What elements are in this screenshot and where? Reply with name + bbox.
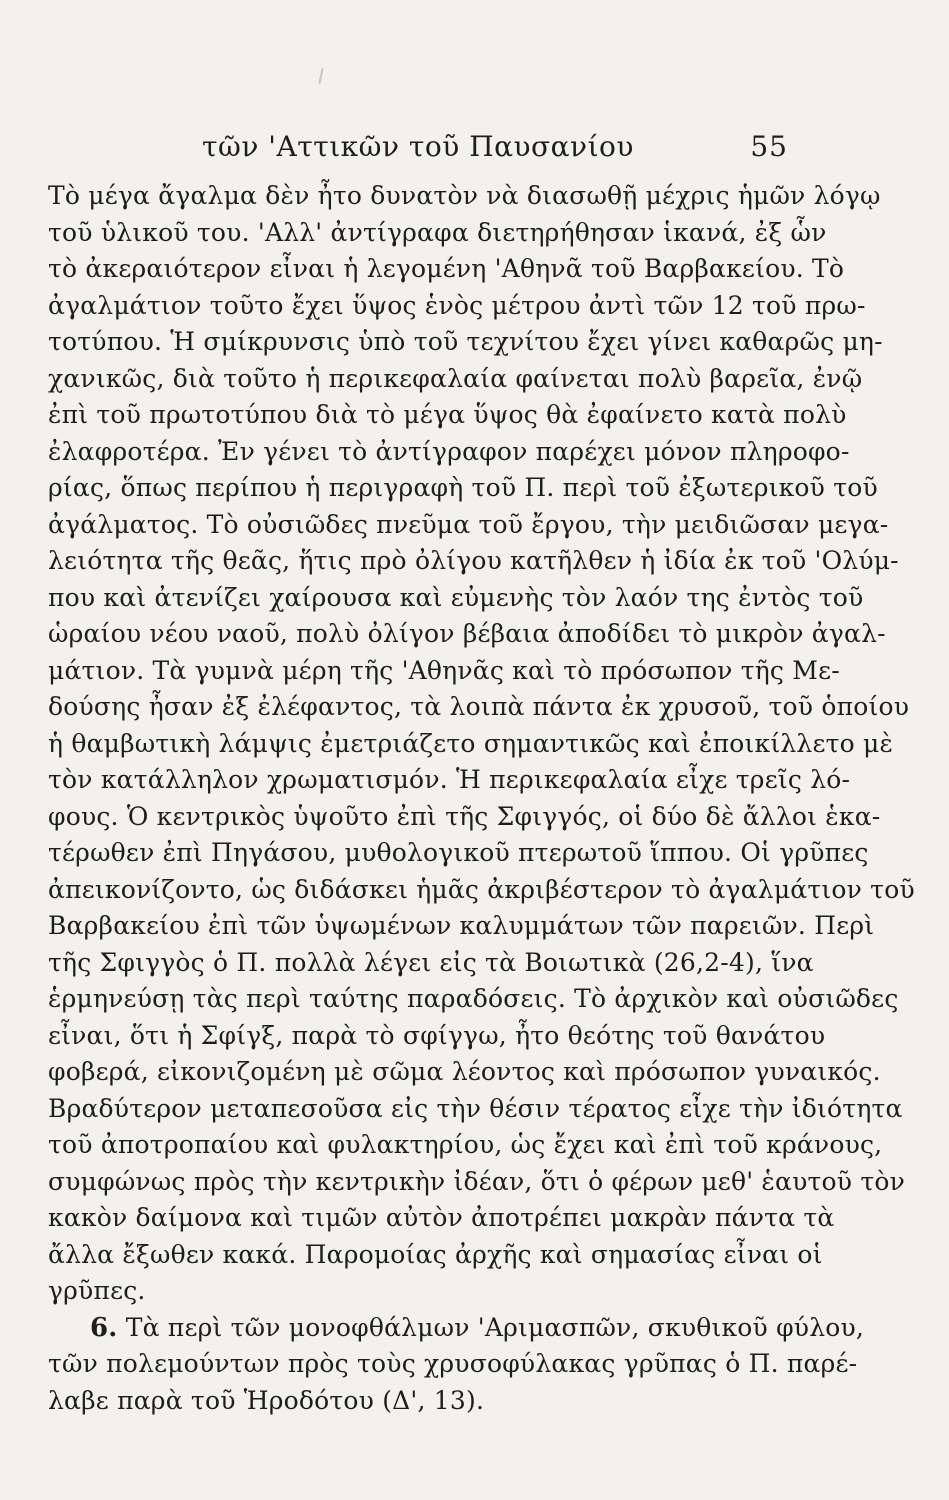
section-number: 6.	[90, 1312, 118, 1343]
text-line: τέρωθεν ἐπὶ Πηγάσου, μυθολογικοῦ πτερωτοῦ ἵππου. Οἱ γρῦπες	[48, 838, 869, 867]
text-line: ἀγάλματος. Τὸ οὐσιῶδες πνεῦμα τοῦ ἔργου, τὴν μειδιῶσαν μεγα-	[48, 509, 889, 539]
text-line: που καὶ ἀτενίζει χαίρουσα καὶ εὐμενὴς τὸν λαόν της ἐντὸς τοῦ	[48, 582, 864, 612]
paragraph-2	[48, 1310, 865, 1420]
page-header	[48, 128, 788, 172]
text-line: ὡραίου νέου ναοῦ, πολὺ ὀλίγον βέβαια ἀποδίδει τὸ μικρὸν ἀγαλ-	[48, 619, 886, 648]
text-line: ρίας, ὅπως περίπου ἡ περιγραφὴ τοῦ Π. περὶ τοῦ ἐξωτερικοῦ τοῦ	[48, 473, 878, 502]
text-line: ἀπεικονίζοντο, ὡς διδάσκει ἡμᾶς ἀκριβέστερον τὸ ἀγαλμάτιον τοῦ	[48, 874, 915, 904]
text-line	[48, 1310, 865, 1347]
page-number: 55	[750, 130, 788, 163]
text-line: φους. Ὁ κεντρικὸς ὑψοῦτο ἐπὶ τῆς Σφιγγός, οἱ δύο δὲ ἄλλοι ἑκα-	[48, 801, 881, 831]
text-line: εἶναι, ὅτι ἡ Σφίγξ, παρὰ τὸ σφίγγω, ἦτο θεότης τοῦ θανάτου	[48, 1020, 826, 1050]
text-line: Βραδύτερον μεταπεσοῦσα εἰς τὴν θέσιν τέρατος εἶχε τὴν ἰδιότητα	[48, 1093, 903, 1123]
text-line: λειότητα τῆς θεᾶς, ἥτις πρὸ ὀλίγου κατῆλθεν ἡ ἰδία ἐκ τοῦ 'Ολύμ-	[48, 546, 899, 575]
text-line: γρῦπες.	[48, 1276, 146, 1305]
text-line: δούσης ἦσαν ἐξ ἐλέφαντος, τὰ λοιπὰ πάντα ἐκ χρυσοῦ, τοῦ ὁποίου	[48, 692, 910, 721]
text-line-content: Τὰ περὶ τῶν μονοφθάλμων 'Αριμασπῶν, σκυθικοῦ φύλου,	[125, 1312, 865, 1342]
running-head: τῶν 'Αττικῶν τοῦ Παυσανίου	[202, 130, 634, 163]
text-line: κακὸν δαίμονα καὶ τιμῶν αὐτὸν ἀποτρέπει μακρὰν πάντα τὰ	[48, 1203, 835, 1232]
text-line: τοτύπου. Ἡ σμίκρυνσις ὑπὸ τοῦ τεχνίτου ἔχει γίνει καθαρῶς μη-	[48, 327, 883, 356]
text-line: μάτιον. Τὰ γυμνὰ μέρη τῆς 'Αθηνᾶς καὶ τὸ πρόσωπον τῆς Με-	[48, 655, 840, 685]
text-line: τοῦ ὑλικοῦ του. 'Αλλ' ἀντίγραφα διετηρήθησαν ἱκανά, ἐξ ὧν	[48, 217, 827, 247]
text-line: φοβερά, εἰκονιζομένη μὲ σῶμα λέοντος καὶ πρόσωπον γυναικός.	[48, 1057, 881, 1086]
text-line: Βαρβακείου ἐπὶ τῶν ὑψωμένων καλυμμάτων τῶν παρειῶν. Περὶ	[48, 911, 875, 940]
text-line: χανικῶς, διὰ τοῦτο ἡ περικεφαλαία φαίνεται πολὺ βαρεῖα, ἐνῷ	[48, 363, 863, 393]
text-line: ἐλαφροτέρα. Ἐν γένει τὸ ἀντίγραφον παρέχει μόνον πληροφο-	[48, 436, 850, 466]
text-line: τοῦ ἀποτροπαίου καὶ φυλακτηρίου, ὡς ἔχει καὶ ἐπὶ τοῦ κράνους,	[48, 1130, 883, 1159]
text-line: συμφώνως πρὸς τὴν κεντρικὴν ἰδέαν, ὅτι ὁ φέρων μεθ' ἑαυτοῦ τὸν	[48, 1166, 906, 1196]
text-line: τῆς Σφιγγὸς ὁ Π. πολλὰ λέγει εἰς τὰ Βοιωτικὰ (26,2-4), ἵνα	[48, 947, 814, 977]
text-line: ἑρμηνεύσῃ τὰς περὶ ταύτης παραδόσεις. Τὸ ἀρχικὸν καὶ οὐσιῶδες	[48, 984, 899, 1013]
text-line: ἡ θαμβωτικὴ λάμψις ἐμετριάζετο σημαντικῶς καὶ ἐποικίλλετο μὲ	[48, 728, 894, 758]
text-line: ἐπὶ τοῦ πρωτοτύπου διὰ τὸ μέγα ὕψος θὰ ἐφαίνετο κατὰ πολὺ	[48, 400, 847, 429]
paper-mark	[318, 68, 323, 84]
text-line: ἀγαλμάτιον τοῦτο ἔχει ὕψος ἑνὸς μέτρου ἀντὶ τῶν 12 τοῦ πρω-	[48, 290, 866, 320]
paragraph-1	[48, 178, 915, 1310]
text-line: τῶν πολεμούντων πρὸς τοὺς χρυσοφύλακας γρῦπας ὁ Π. παρέ-	[48, 1349, 858, 1378]
text-line: ἄλλα ἔξωθεν κακά. Παρομοίας ἀρχῆς καὶ σημασίας εἶναι οἱ	[48, 1239, 823, 1269]
text-line: λαβε παρὰ τοῦ Ἡροδότου (Δ', 13).	[48, 1385, 485, 1415]
body-text	[48, 178, 915, 1419]
text-line: Τὸ μέγα ἄγαλμα δὲν ἦτο δυνατὸν νὰ διασωθῇ μέχρις ἡμῶν λόγῳ	[48, 181, 881, 210]
text-line: τὸ ἀκεραιότερον εἶναι ἡ λεγομένη 'Αθηνᾶ τοῦ Βαρβακείου. Τὸ	[48, 254, 845, 283]
text-line: τὸν κατάλληλον χρωματισμόν. Ἡ περικεφαλαία εἶχε τρεῖς λό-	[48, 765, 851, 794]
